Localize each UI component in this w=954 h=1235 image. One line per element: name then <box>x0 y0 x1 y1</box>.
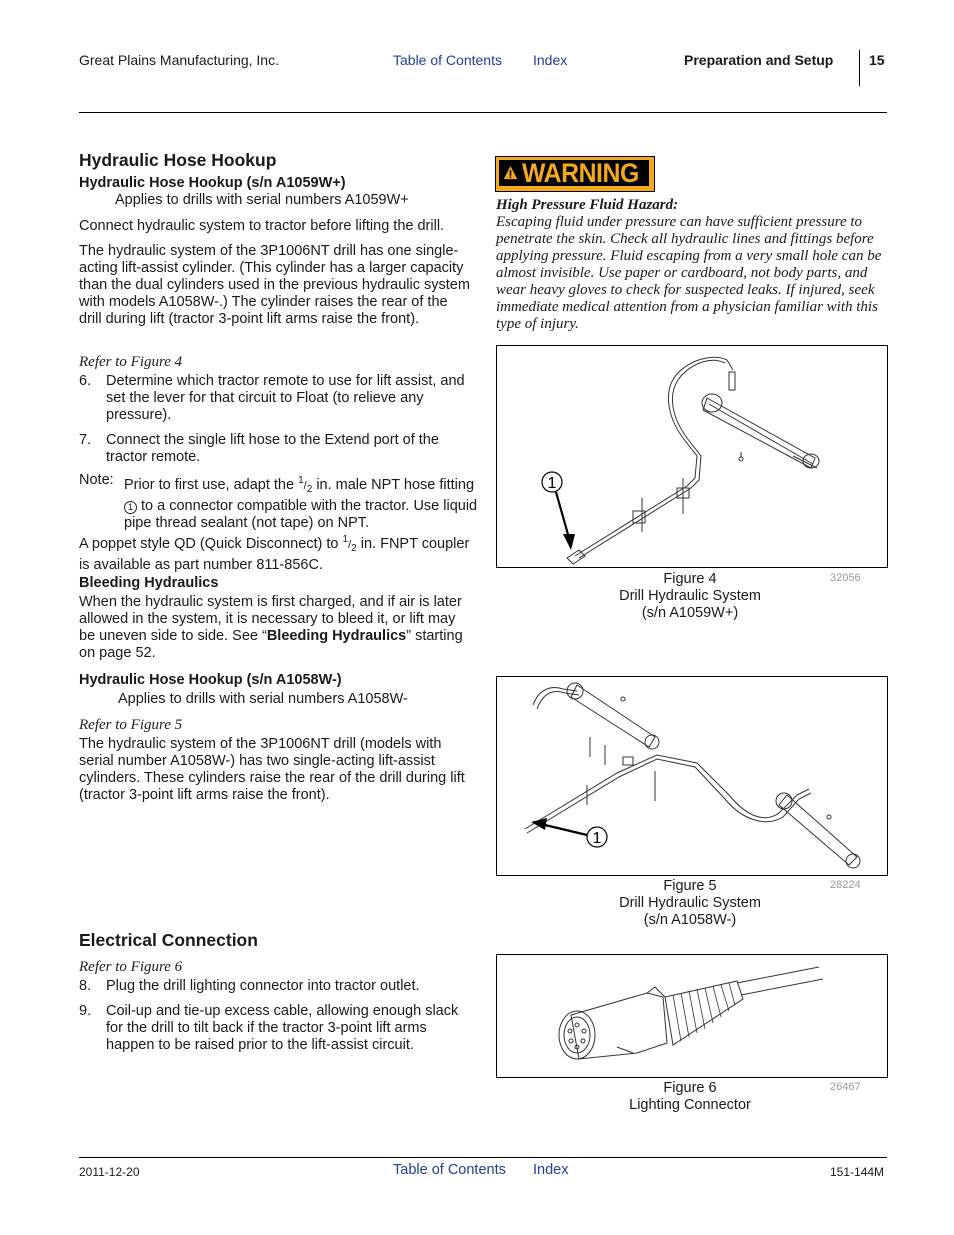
toc-link-header[interactable]: Table of Contents <box>393 52 502 68</box>
heading-hydraulic-hose-hookup: Hydraulic Hose Hookup <box>79 150 277 170</box>
hydraulic-system-dual-drawing <box>497 677 887 875</box>
hydraulic-system-drawing <box>497 346 887 567</box>
step-6-text: Determine which tractor remote to use for lift assist, and set the lever for that circuit to Float (to relieve any pressure). <box>106 373 465 423</box>
bleed-text-b: ” starting on page 52. <box>79 628 463 661</box>
page-number: 15 <box>869 52 885 68</box>
warning-banner-inner <box>499 160 649 186</box>
step-9-number: 9. <box>79 1003 92 1019</box>
note-text-c: fitting <box>439 477 475 493</box>
applies-a1059w: Applies to drills with serial numbers A1059W+ <box>115 192 409 208</box>
note-fraction: $^1/_2$ <box>298 475 313 495</box>
section-title: Preparation and Setup <box>684 52 834 68</box>
figure-5-title: Drill Hydraulic System <box>619 895 761 911</box>
para-system2: The hydraulic system of the 3P1006NT drill (models with serial number A1058W-) has two single-acting lift-assist cylinders. These cylinders raise the rear of the drill during lift (tractor 3-point lift arms raise the front). <box>79 736 465 803</box>
ref-figure-5: Refer to Figure 5 <box>79 717 183 733</box>
note-text-b: in. male NPT hose <box>316 477 436 493</box>
note-frac-den: 2 <box>306 484 313 495</box>
figure-6-title: Lighting Connector <box>629 1097 751 1113</box>
poppet-text-b: in. FNPT coupler is available as part number 811-856C. <box>79 536 470 573</box>
figure-6-label: Figure 6 <box>663 1080 717 1096</box>
step-9-text: Coil-up and tie-up excess cable, allowing enough slack for the drill to tilt back if the tractor 3-point lift arms happen to be raised prior to the lift-assist circuit. <box>106 1003 459 1053</box>
warning-triangle-icon <box>503 162 518 184</box>
warning-label: WARNING <box>522 158 639 188</box>
heading-electrical-connection: Electrical Connection <box>79 930 258 950</box>
hazard-text: Escaping fluid under pressure can have sufficient pressure to penetrate the skin. Check all hydraulic lines and fittings before applying pressure. Fluid escaping from a very small hole can be almost invisible. Use paper or cardboard, not body parts, and wear heavy gloves to check for suspected leaks. If injured, seek immediate medical attention from a physician familiar with this type of injury. <box>496 214 882 332</box>
ref-figure-4: Refer to Figure 4 <box>79 354 183 370</box>
poppet-frac-num: 1 <box>342 534 349 545</box>
note-frac-num: 1 <box>298 475 304 486</box>
figure-5-id: 28224 <box>830 879 861 891</box>
figure-6-caption <box>560 1080 820 1114</box>
figure-4-title: Drill Hydraulic System <box>619 588 761 604</box>
figure-5-image <box>496 676 888 876</box>
toc-link-footer[interactable]: Table of Contents <box>393 1162 506 1178</box>
subheading-a1058w: Hydraulic Hose Hookup (s/n A1058W-) <box>79 672 342 688</box>
subheading-a1059w: Hydraulic Hose Hookup (s/n A1059W+) <box>79 175 346 191</box>
figure-4-caption <box>560 571 820 622</box>
callout-1-figure-4-text: 1 <box>547 475 557 492</box>
step-7-number: 7. <box>79 432 92 448</box>
para-poppet <box>79 531 471 574</box>
para-system: The hydraulic system of the 3P1006NT drill has one single-acting lift-assist cylinder. (This cylinder has a larger capacity than the dual cylinders used in the previous hydraulic system with models A1058W-.) The cylinder raises the rear of the drill during lift (tractor 3-point lift arms raise the front). <box>79 243 470 327</box>
note-block <box>79 472 479 532</box>
figure-5-caption <box>560 878 820 929</box>
note-label: Note: <box>79 472 114 488</box>
step-6-number: 6. <box>79 373 92 389</box>
footer-rule <box>79 1157 887 1158</box>
para-bleeding <box>79 594 471 662</box>
hazard-title: High Pressure Fluid Hazard: <box>496 197 679 213</box>
note-text <box>79 472 479 532</box>
heading-bleeding-hydraulics: Bleeding Hydraulics <box>79 575 219 591</box>
header-rule <box>79 112 887 113</box>
index-link-header[interactable]: Index <box>533 52 568 68</box>
lighting-connector-drawing <box>497 955 887 1077</box>
step-9 <box>79 1003 469 1054</box>
company-name: Great Plains Manufacturing, Inc. <box>79 52 279 68</box>
step-8 <box>79 978 479 995</box>
footer-date: 2011-12-20 <box>79 1165 140 1179</box>
footer-doc-number: 151-144M <box>830 1165 885 1179</box>
para-connect: Connect hydraulic system to tractor before lifting the drill. <box>79 218 445 234</box>
ref-figure-6: Refer to Figure 6 <box>79 959 183 975</box>
step-6 <box>79 373 479 424</box>
callout-1-figure-5-text: 1 <box>592 830 602 847</box>
note-text-a: Prior to first use, adapt the <box>124 477 295 493</box>
figure-6-id: 26467 <box>830 1081 861 1093</box>
header-divider <box>859 50 860 86</box>
poppet-frac-den: 2 <box>351 543 357 554</box>
warning-body <box>496 197 888 333</box>
step-7-text: Connect the single lift hose to the Extend port of the tractor remote. <box>106 432 439 465</box>
poppet-text-a: A poppet style QD (Quick Disconnect) to <box>79 536 339 552</box>
figure-4-label: Figure 4 <box>663 571 717 587</box>
figure-4-serial: (s/n A1059W+) <box>641 605 739 621</box>
figure-5-serial: (s/n A1058W-) <box>643 912 737 928</box>
step-7 <box>79 432 479 466</box>
warning-banner <box>495 156 655 192</box>
figure-4-id: 32056 <box>830 572 861 584</box>
bleed-text-a: When the hydraulic system is first charged, and if air is later allowed in the system, it is necessary to bleed it, or lift may be uneven side to side. See “ <box>79 594 462 644</box>
step-8-text: Plug the drill lighting connector into tractor outlet. <box>106 978 420 994</box>
bleed-link-bold: Bleeding Hydraulics <box>266 628 407 644</box>
note-text-d: to a connector compatible with the tractor. Use liquid pipe thread sealant (not tape) on NPT. <box>124 498 478 531</box>
step-8-number: 8. <box>79 978 92 994</box>
callout-1-inline: 1 <box>124 501 137 514</box>
poppet-fraction: $^1/_2$ <box>342 534 357 554</box>
figure-4-image <box>496 345 888 568</box>
index-link-footer[interactable]: Index <box>533 1162 569 1178</box>
applies-a1058w: Applies to drills with serial numbers A1058W- <box>118 691 408 707</box>
figure-5-label: Figure 5 <box>663 878 717 894</box>
figure-6-image <box>496 954 888 1078</box>
